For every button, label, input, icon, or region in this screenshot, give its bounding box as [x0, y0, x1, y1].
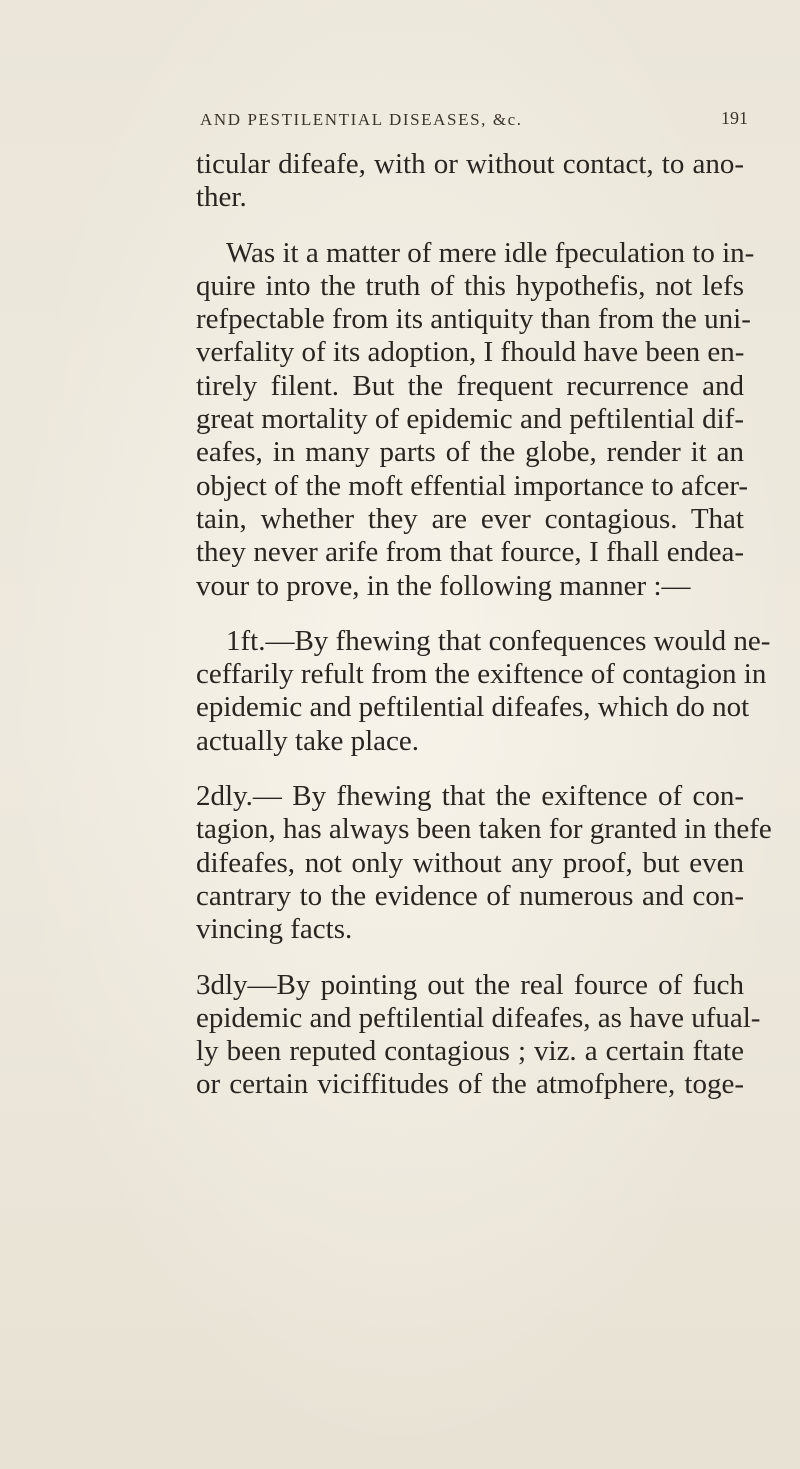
text-line: ly been reputed contagious ; viz. a certain ftate [196, 1035, 744, 1068]
text-line: Was it a matter of mere idle fpeculation to in- [226, 236, 755, 269]
page-number: 191 [721, 108, 748, 128]
text-line: 3dly—By pointing out the real fource of fuch [196, 968, 744, 1001]
text-line: object of the moft effential importance to afcer- [196, 469, 749, 502]
paragraph-continuation [196, 148, 744, 215]
paragraph-third [196, 968, 761, 1102]
text-line: great mortality of epidemic and peftilential dif- [196, 403, 744, 436]
text-line: eafes, in many parts of the globe, render it an [196, 436, 744, 469]
text-line: epidemic and peftilential difeafes, as have ufual- [196, 1001, 761, 1034]
body-text [196, 148, 772, 1102]
text-line: difeafes, not only without any proof, but even [196, 846, 744, 879]
paragraph-first [196, 624, 771, 758]
text-line: they never arife from that fource, I fhall endea- [196, 536, 744, 569]
text-line: ther. [196, 181, 247, 214]
text-line: verfality of its adoption, I fhould have been en- [196, 336, 745, 369]
text-line: quire into the truth of this hypothefis, not lefs [196, 269, 744, 302]
text-line: ticular difeafe, with or without contact, to ano- [196, 148, 744, 180]
text-line: cantrary to the evidence of numerous and con- [196, 879, 744, 912]
running-head [200, 108, 748, 130]
text-line: ceffarily refult from the exiftence of contagion in [196, 658, 767, 691]
text-line: 1ft.—By fhewing that confequences would ne- [226, 624, 771, 657]
text-line: tain, whether they are ever contagious. That [196, 502, 744, 535]
paragraph-second [196, 780, 772, 946]
text-line: vincing facts. [196, 913, 353, 946]
text-line: tirely filent. But the frequent recurrence and [196, 369, 744, 402]
text-line: refpectable from its antiquity than from the uni- [196, 303, 751, 336]
text-line: vour to prove, in the following manner :— [196, 569, 691, 602]
text-line: or certain viciffitudes of the atmofphere, toge- [196, 1068, 744, 1101]
text-line: 2dly.— By fhewing that the exiftence of con- [196, 780, 744, 813]
paragraph-was-it [196, 236, 755, 603]
text-line: epidemic and peftilential difeafes, which do not [196, 691, 750, 724]
running-head-title: AND PESTILENTIAL DISEASES, &c. [200, 110, 523, 129]
text-line: tagion, has always been taken for granted in thefe [196, 813, 772, 846]
text-line: actually take place. [196, 724, 420, 757]
